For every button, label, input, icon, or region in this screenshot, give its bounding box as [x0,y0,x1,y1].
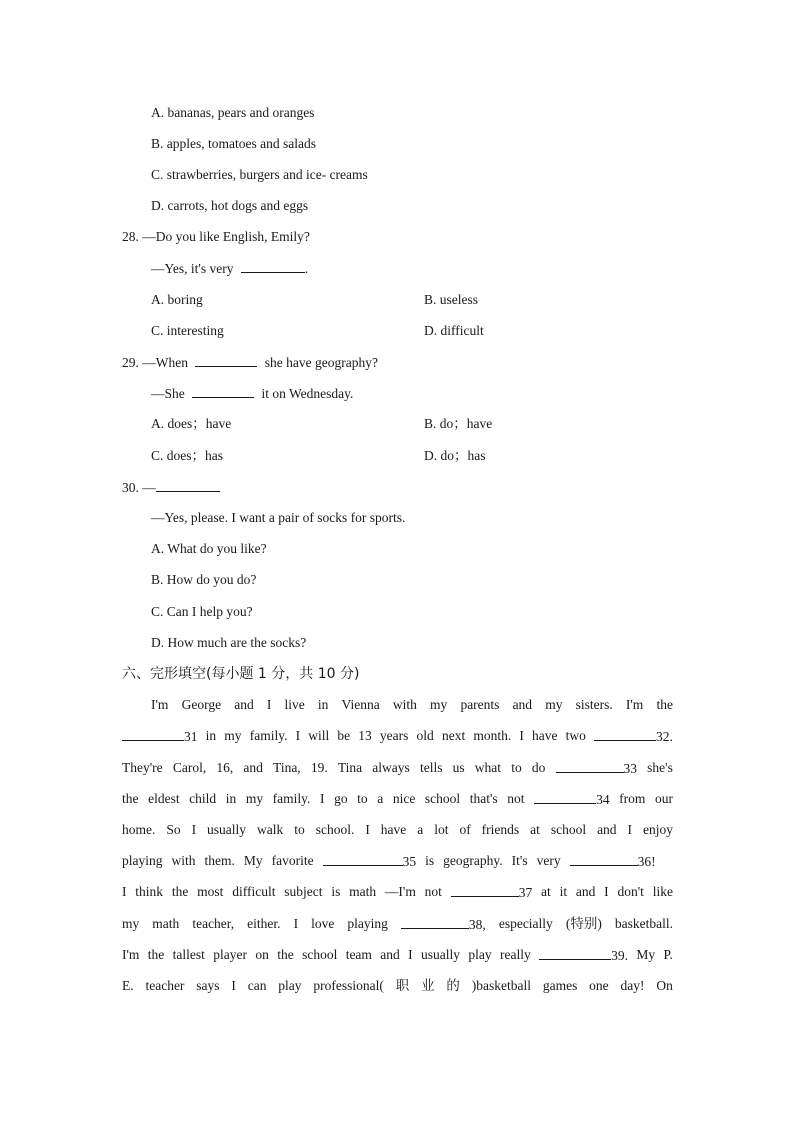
passage-word: very [536,853,561,868]
q30-question [122,478,220,497]
passage-word: school [550,822,587,837]
passage-word: George [181,697,222,712]
passage-word: I [320,791,325,806]
passage-word: have [532,728,558,743]
passage-word: most [197,884,224,899]
passage-word: go [334,791,348,806]
passage-word: live [284,697,305,712]
q30-option-c: C. Can I help you? [151,604,253,619]
passage-word: 33 [556,759,638,778]
q28-option-c: C. interesting [151,323,224,338]
passage-word: I'm [122,947,140,962]
passage-word: school [424,791,461,806]
passage-word: and [575,884,596,899]
passage-word: in [225,791,237,806]
passage-word: 16, [216,760,234,775]
passage-word: school [302,947,338,962]
passage-word: our [655,791,673,806]
passage-word: not [424,884,442,899]
passage-word: 36! [570,852,656,871]
passage-word: math [152,916,180,931]
passage-word: I [266,697,272,712]
passage-word: at [530,822,540,837]
passage-word: 34 [534,790,610,809]
passage-word: tells [419,760,443,775]
passage-word: either. [247,916,281,931]
passage-word: 31 [122,727,198,746]
cloze-blank [570,852,638,866]
passage-word: my [224,728,242,743]
passage-word: child [189,791,217,806]
passage-line [122,883,673,902]
passage-word: It's [511,853,528,868]
passage-word: player [213,947,247,962]
passage-line [122,790,673,809]
passage-word: —I'm [384,884,416,899]
passage-word: tallest [172,947,205,962]
passage-word: not [507,791,525,806]
passage-word: my [122,916,140,931]
passage-word: in [205,728,217,743]
passage-word: the [147,947,165,962]
q29-answer-pre: —She [151,386,185,401]
passage-word: a [417,822,424,837]
cloze-blank [594,727,656,741]
q29-option-d: D. do；has [424,448,486,463]
passage-word: especially [498,916,553,931]
passage-word: math [349,884,377,899]
passage-word: my [245,791,264,806]
passage-word: I [365,822,370,837]
passage-word: my [545,697,563,712]
passage-word: with [392,697,417,712]
passage-word: is [425,853,435,868]
passage-line [151,696,673,714]
q27-option-b: B. apples, tomatoes and salads [151,136,316,151]
passage-word: with [171,853,196,868]
q29-option-c: C. does；has [151,448,223,463]
passage-word: family. [272,791,311,806]
passage-word: They're [122,760,163,775]
passage-word: I [293,916,299,931]
q29-option-b: B. do；have [424,416,493,431]
passage-word: 38, [401,915,486,934]
passage-word: to [294,822,305,837]
q29-question-pre: 29. —When [122,355,188,370]
passage-word: a [377,791,384,806]
q30-option-b: B. How do you do? [151,572,257,587]
passage-word: eldest [148,791,180,806]
passage-word: don't [617,884,644,899]
passage-word: On [656,978,673,993]
passage-word: teacher [145,978,185,993]
passage-word: love [311,916,335,931]
passage-word: old [416,728,434,743]
q30-option-d: D. How much are the socks? [151,635,307,650]
passage-word: usually [207,822,247,837]
passage-word: So [166,822,181,837]
section-heading: 六、完形填空(每小题 1 分，共 10 分) [122,666,360,682]
passage-word: always [372,760,410,775]
passage-line [122,821,673,839]
passage-word: on [255,947,269,962]
passage-word: family. [249,728,288,743]
passage-word: 的 [446,978,460,993]
passage-word: us [452,760,465,775]
passage-word: the [656,697,673,712]
passage-word: playing [122,853,163,868]
cloze-blank [539,946,611,960]
cloze-blank [122,727,184,741]
passage-word: at [541,884,551,899]
passage-word: )basketball [471,978,531,993]
passage-word: like [652,884,673,899]
passage-word: 39. [539,946,628,965]
passage-word: Tina [337,760,363,775]
passage-word: is [331,884,341,899]
passage-word: 37 [451,883,533,902]
q27-option-a: A. bananas, pears and oranges [151,105,315,120]
passage-word: will [308,728,330,743]
passage-word: I [231,978,236,993]
passage-word: I'm [625,697,644,712]
cloze-blank [534,790,596,804]
passage-word: two [565,728,586,743]
answer-blank [156,478,220,492]
passage-word: teacher, [192,916,235,931]
q28-option-b: B. useless [424,292,478,307]
passage-word: sisters. [575,697,613,712]
cloze-blank [401,915,469,929]
passage-line [122,946,673,965]
passage-word: month. [473,728,512,743]
passage-word: play [278,978,302,993]
q28-answer-pre: —Yes, it's very [151,261,234,276]
q29-option-a: A. does；have [151,416,232,431]
passage-word: 32. [594,727,673,746]
passage-word: subject [284,884,323,899]
passage-word: 13 [358,728,372,743]
passage-word: I [408,947,413,962]
passage-word: I'm [151,697,169,712]
q29-answer-post: it on Wednesday. [261,386,354,401]
passage-word: to [511,760,522,775]
passage-word: what [474,760,502,775]
passage-word: parents [460,697,500,712]
passage-word: to [357,791,368,806]
passage-word: be [337,728,351,743]
q29-question [122,353,378,372]
passage-word: Tina, [273,760,301,775]
passage-word: the [171,884,189,899]
q30-question-pre: 30. — [122,480,156,495]
passage-word: enjoy [643,822,673,837]
passage-word: Vienna [341,697,380,712]
passage-word: home. [122,822,156,837]
passage-word: them. [204,853,235,868]
q30-answer: —Yes, please. I want a pair of socks for sports. [151,510,406,525]
passage-line [122,977,673,995]
passage-word: P. [663,947,673,962]
passage-word: of [459,822,471,837]
passage-word: school. [315,822,355,837]
q27-option-d: D. carrots, hot dogs and eggs [151,198,309,213]
passage-word: difficult [232,884,276,899]
passage-word: years [379,728,409,743]
passage-word: I [519,728,524,743]
q29-question-post: she have geography? [264,355,378,370]
passage-word: playing [347,916,388,931]
passage-word: I [191,822,197,837]
passage-word: My [243,853,263,868]
passage-word: I [627,822,633,837]
passage-word: My [636,947,656,962]
passage-word: in [317,697,329,712]
passage-word: and [597,822,617,837]
passage-word: E. [122,978,134,993]
q29-answer [151,384,353,403]
passage-word: one [589,978,609,993]
passage-word: and [234,697,254,712]
q28-option-d: D. difficult [424,323,484,338]
cloze-blank [451,883,519,897]
q28-answer-post: . [304,261,309,276]
passage-word: 35 [323,852,417,871]
passage-word: the [277,947,294,962]
passage-word: really [499,947,531,962]
passage-word: basketball. [614,916,673,931]
passage-word: nice [392,791,416,806]
passage-word: team [345,947,372,962]
passage-word: (特别) [565,916,602,931]
passage-word: 职 [395,978,410,993]
passage-word: think [135,884,164,899]
passage-word: geography. [443,853,503,868]
passage-word: and [243,760,263,775]
q28-question: 28. —Do you like English, Emily? [122,229,310,244]
passage-word: my [430,697,448,712]
answer-blank [192,384,254,398]
passage-line [122,759,673,778]
passage-word: I [295,728,301,743]
passage-line [122,727,673,746]
passage-word: play [468,947,492,962]
cloze-blank [323,852,403,866]
passage-word: it [559,884,568,899]
passage-word: day! [620,978,645,993]
passage-line [122,915,673,934]
passage-word: games [542,978,578,993]
passage-line [122,852,673,871]
q28-answer [151,259,308,278]
passage-word: usually [421,947,461,962]
passage-word: Carol, [172,760,207,775]
cloze-blank [556,759,624,773]
passage-word: says [196,978,220,993]
passage-word: and [380,947,400,962]
answer-blank [195,353,257,367]
q30-option-a: A. What do you like? [151,541,267,556]
passage-word: and [512,697,533,712]
q27-option-c: C. strawberries, burgers and ice- creams [151,167,368,182]
passage-word: professional( [313,978,384,993]
passage-word: 业 [421,978,435,993]
passage-word: have [380,822,407,837]
passage-word: do [531,760,546,775]
passage-word: from [619,791,646,806]
passage-word: walk [257,822,284,837]
passage-word: she's [647,760,673,775]
q28-option-a: A. boring [151,292,203,307]
passage-word: I [604,884,609,899]
passage-word: can [247,978,267,993]
passage-word: 19. [310,760,328,775]
passage-word: favorite [271,853,314,868]
passage-word: the [122,791,139,806]
answer-blank [241,259,305,273]
passage-word: that's [469,791,498,806]
passage-word: lot [434,822,449,837]
passage-word: next [441,728,466,743]
passage-word: I [122,884,127,899]
passage-word: friends [481,822,520,837]
